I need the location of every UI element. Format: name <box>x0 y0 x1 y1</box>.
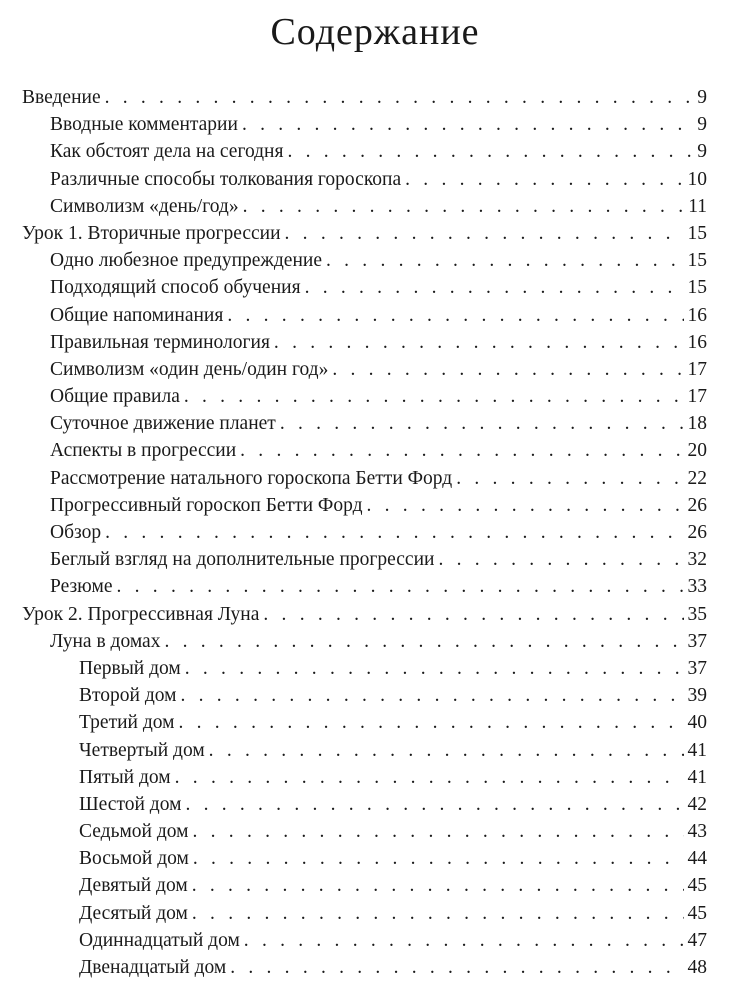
toc-entry-page-number: 16 <box>687 331 707 353</box>
toc-entry <box>0 900 750 927</box>
toc-entry-title: Общие правила <box>50 386 180 408</box>
toc-entry-page-number: 39 <box>687 685 707 707</box>
dot-leader <box>193 818 684 845</box>
toc-entry <box>0 601 750 628</box>
toc-entry-page-number: 37 <box>687 657 707 679</box>
dot-leader <box>175 764 684 791</box>
toc-entry <box>0 465 750 492</box>
dot-leader <box>184 383 684 410</box>
dot-leader <box>185 655 684 682</box>
toc-entry-title: Третий дом <box>79 712 175 734</box>
toc-entry-title: Одно любезное предупреждение <box>50 250 322 272</box>
toc-entry <box>0 872 750 899</box>
toc-entry-title: Различные способы толкования гороскопа <box>50 168 402 190</box>
toc-entry <box>0 764 750 791</box>
toc-entry <box>0 84 750 111</box>
page-title: Содержание <box>270 11 480 53</box>
toc-entry <box>0 818 750 845</box>
toc-entry-page-number: 37 <box>687 630 707 652</box>
toc-entry <box>0 166 750 193</box>
dot-leader <box>185 791 683 818</box>
dot-leader <box>117 573 684 600</box>
dot-leader <box>240 437 683 464</box>
dot-leader <box>105 519 683 546</box>
toc-entry-page-number: 47 <box>687 929 707 951</box>
dot-leader <box>280 410 684 437</box>
toc-entry <box>0 519 750 546</box>
dot-leader <box>192 872 684 899</box>
toc-entry-page-number: 9 <box>697 87 707 108</box>
toc-entry-page-number: 26 <box>687 522 707 543</box>
toc-entry-title: Первый дом <box>79 657 181 679</box>
toc-entry-page-number: 35 <box>687 603 707 625</box>
toc-entry <box>0 573 750 600</box>
dot-leader <box>274 329 684 356</box>
toc-entry-title: Урок 2. Прогрессивная Луна <box>22 603 260 625</box>
dot-leader <box>263 601 683 628</box>
toc-entry-page-number: 22 <box>687 467 707 489</box>
dot-leader <box>326 247 684 274</box>
toc-entry-page-number: 15 <box>687 222 707 244</box>
toc-entry <box>0 111 750 138</box>
toc-entry-title: Шестой дом <box>79 793 182 815</box>
toc-entry <box>0 437 750 464</box>
toc-entry-title: Как обстоят дела на сегодня <box>50 141 284 163</box>
toc-entry <box>0 247 750 274</box>
toc-entry-page-number: 9 <box>697 114 707 136</box>
toc-entry-title: Одиннадцатый дом <box>79 929 240 951</box>
toc-entry <box>0 138 750 165</box>
toc-entry-title: Луна в домах <box>50 630 161 652</box>
dot-leader <box>367 492 684 519</box>
toc-entry <box>0 682 750 709</box>
dot-leader <box>285 220 684 247</box>
toc-entry <box>0 274 750 301</box>
dot-leader <box>438 546 683 573</box>
toc-entry-page-number: 45 <box>687 875 707 897</box>
toc-entry-title: Резюме <box>50 576 113 598</box>
toc-entry <box>0 329 750 356</box>
toc-entry-title: Символизм «день/год» <box>50 195 239 217</box>
toc-entry-title: Вводные комментарии <box>50 114 238 136</box>
toc-entry-title: Подходящий способ обучения <box>50 277 301 299</box>
toc-entry <box>0 546 750 573</box>
toc-entry-page-number: 9 <box>697 141 707 163</box>
dot-leader <box>242 111 693 138</box>
toc-entry-title: Символизм «один день/один год» <box>50 358 329 380</box>
toc-entry-title: Девятый дом <box>79 875 188 897</box>
toc-entry-page-number: 48 <box>687 957 707 978</box>
dot-leader <box>332 356 683 383</box>
toc-entry-title: Восьмой дом <box>79 848 189 870</box>
toc-entry-page-number: 40 <box>687 712 707 734</box>
dot-leader <box>164 628 683 655</box>
toc-entry <box>0 356 750 383</box>
toc-entry-page-number: 18 <box>687 413 707 435</box>
toc-entry-page-number: 33 <box>687 576 707 598</box>
dot-leader <box>192 900 684 927</box>
toc-entry-page-number: 26 <box>687 494 707 516</box>
dot-leader <box>287 138 693 165</box>
toc-entry <box>0 709 750 736</box>
dot-leader <box>456 465 683 492</box>
dot-leader <box>209 737 684 764</box>
toc-entry-title: Введение <box>22 87 101 108</box>
dot-leader <box>405 166 683 193</box>
toc-entry-page-number: 32 <box>687 549 707 571</box>
toc-entry-page-number: 17 <box>687 386 707 408</box>
toc-entry-page-number: 45 <box>687 902 707 924</box>
toc-entry-page-number: 42 <box>687 793 707 815</box>
toc-entry-page-number: 41 <box>687 766 707 788</box>
toc-entry-title: Общие напоминания <box>50 304 224 326</box>
toc-entry-page-number: 15 <box>687 250 707 272</box>
toc-entry-page-number: 11 <box>688 195 707 217</box>
toc-entry-title: Рассмотрение натального гороскопа Бетти Форд <box>50 467 453 489</box>
toc-entry-title: Урок 1. Вторичные прогрессии <box>22 222 281 244</box>
toc-entry-page-number: 17 <box>687 358 707 380</box>
toc-entry-title: Второй дом <box>79 685 177 707</box>
toc-entry-page-number: 15 <box>687 277 707 299</box>
toc-entry <box>0 492 750 519</box>
toc-entry <box>0 302 750 329</box>
toc-entry-page-number: 20 <box>687 440 707 462</box>
toc-entry-title: Прогрессивный гороскоп Бетти Форд <box>50 494 363 516</box>
toc-entry <box>0 927 750 954</box>
dot-leader <box>243 193 685 220</box>
toc-entry-title: Седьмой дом <box>79 821 189 843</box>
toc-entry-page-number: 43 <box>687 821 707 843</box>
dot-leader <box>105 84 694 111</box>
table-of-contents <box>0 84 750 981</box>
toc-entry <box>0 791 750 818</box>
toc-entry <box>0 193 750 220</box>
dot-leader <box>180 682 683 709</box>
dot-leader <box>230 954 683 981</box>
dot-leader <box>227 302 683 329</box>
dot-leader <box>193 845 684 872</box>
toc-entry-title: Пятый дом <box>79 766 171 788</box>
toc-entry-title: Двенадцатый дом <box>79 957 227 978</box>
toc-entry-title: Аспекты в прогрессии <box>50 440 237 462</box>
toc-entry-title: Обзор <box>50 522 102 543</box>
toc-entry <box>0 410 750 437</box>
dot-leader <box>305 274 684 301</box>
toc-entry <box>0 655 750 682</box>
toc-entry-title: Беглый взгляд на дополнительные прогрессии <box>50 549 435 571</box>
toc-entry-page-number: 41 <box>687 739 707 761</box>
toc-entry-title: Десятый дом <box>79 902 188 924</box>
toc-entry-page-number: 10 <box>687 168 707 190</box>
toc-entry <box>0 845 750 872</box>
toc-entry-title: Четвертый дом <box>79 739 205 761</box>
toc-entry <box>0 737 750 764</box>
toc-entry <box>0 628 750 655</box>
toc-entry-page-number: 44 <box>687 848 707 870</box>
dot-leader <box>178 709 683 736</box>
toc-entry <box>0 954 750 981</box>
toc-entry-title: Суточное движение планет <box>50 413 276 435</box>
dot-leader <box>244 927 684 954</box>
toc-entry <box>0 220 750 247</box>
toc-entry-title: Правильная терминология <box>50 331 270 353</box>
toc-entry <box>0 383 750 410</box>
toc-entry-page-number: 16 <box>687 304 707 326</box>
